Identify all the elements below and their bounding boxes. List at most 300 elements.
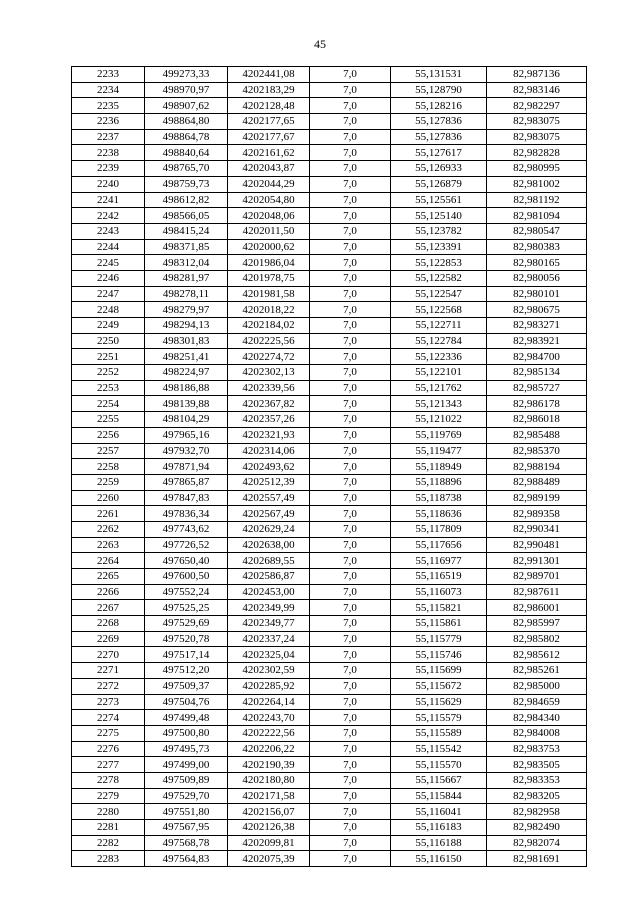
point-number-cell: 2246 (72, 270, 145, 286)
latitude-cell: 55,123782 (391, 223, 487, 239)
point-number-cell: 2244 (72, 239, 145, 255)
longitude-cell: 82,991301 (487, 553, 587, 569)
point-number-cell: 2272 (72, 678, 145, 694)
y-coordinate-cell: 4202274,72 (228, 349, 310, 365)
table-row (72, 584, 587, 600)
x-coordinate-cell: 498104,29 (145, 412, 228, 428)
y-coordinate-cell: 4202453,00 (228, 584, 310, 600)
y-coordinate-cell: 4202321,93 (228, 427, 310, 443)
x-coordinate-cell: 497847,83 (145, 490, 228, 506)
longitude-cell: 82,983921 (487, 333, 587, 349)
table-row (72, 537, 587, 553)
table-row (72, 396, 587, 412)
accuracy-cell: 7,0 (310, 553, 391, 569)
longitude-cell: 82,985370 (487, 443, 587, 459)
y-coordinate-cell: 4202054,80 (228, 192, 310, 208)
longitude-cell: 82,983505 (487, 757, 587, 773)
y-coordinate-cell: 4202586,87 (228, 569, 310, 585)
point-number-cell: 2260 (72, 490, 145, 506)
accuracy-cell: 7,0 (310, 396, 391, 412)
longitude-cell: 82,988489 (487, 474, 587, 490)
y-coordinate-cell: 4202264,14 (228, 694, 310, 710)
longitude-cell: 82,990481 (487, 537, 587, 553)
page-number: 45 (314, 37, 326, 51)
x-coordinate-cell: 498278,11 (145, 286, 228, 302)
y-coordinate-cell: 4202180,80 (228, 772, 310, 788)
table-row (72, 82, 587, 98)
latitude-cell: 55,121343 (391, 396, 487, 412)
point-number-cell: 2242 (72, 208, 145, 224)
x-coordinate-cell: 498840,64 (145, 145, 228, 161)
latitude-cell: 55,115579 (391, 710, 487, 726)
point-number-cell: 2269 (72, 631, 145, 647)
y-coordinate-cell: 4202357,26 (228, 412, 310, 428)
accuracy-cell: 7,0 (310, 569, 391, 585)
point-number-cell: 2239 (72, 161, 145, 177)
x-coordinate-cell: 497509,37 (145, 678, 228, 694)
accuracy-cell: 7,0 (310, 647, 391, 663)
table-row (72, 412, 587, 428)
accuracy-cell: 7,0 (310, 835, 391, 851)
accuracy-cell: 7,0 (310, 255, 391, 271)
accuracy-cell: 7,0 (310, 631, 391, 647)
y-coordinate-cell: 4202000,62 (228, 239, 310, 255)
latitude-cell: 55,116041 (391, 804, 487, 820)
point-number-cell: 2266 (72, 584, 145, 600)
accuracy-cell: 7,0 (310, 851, 391, 867)
point-number-cell: 2258 (72, 459, 145, 475)
point-number-cell: 2261 (72, 506, 145, 522)
x-coordinate-cell: 498415,24 (145, 223, 228, 239)
latitude-cell: 55,122568 (391, 302, 487, 318)
x-coordinate-cell: 497512,20 (145, 663, 228, 679)
table-row (72, 663, 587, 679)
y-coordinate-cell: 4202302,13 (228, 365, 310, 381)
table-row (72, 600, 587, 616)
longitude-cell: 82,985612 (487, 647, 587, 663)
longitude-cell: 82,987611 (487, 584, 587, 600)
x-coordinate-cell: 497871,94 (145, 459, 228, 475)
y-coordinate-cell: 4202011,50 (228, 223, 310, 239)
point-number-cell: 2257 (72, 443, 145, 459)
point-number-cell: 2273 (72, 694, 145, 710)
point-number-cell: 2240 (72, 176, 145, 192)
longitude-cell: 82,981094 (487, 208, 587, 224)
table-row (72, 223, 587, 239)
latitude-cell: 55,115779 (391, 631, 487, 647)
point-number-cell: 2282 (72, 835, 145, 851)
point-number-cell: 2270 (72, 647, 145, 663)
point-number-cell: 2250 (72, 333, 145, 349)
longitude-cell: 82,987136 (487, 67, 587, 83)
y-coordinate-cell: 4202044,29 (228, 176, 310, 192)
longitude-cell: 82,985261 (487, 663, 587, 679)
latitude-cell: 55,125561 (391, 192, 487, 208)
latitude-cell: 55,115821 (391, 600, 487, 616)
point-number-cell: 2262 (72, 521, 145, 537)
table-row (72, 694, 587, 710)
table-row (72, 270, 587, 286)
table-row (72, 129, 587, 145)
y-coordinate-cell: 4202184,02 (228, 318, 310, 334)
latitude-cell: 55,125140 (391, 208, 487, 224)
x-coordinate-cell: 497509,89 (145, 772, 228, 788)
table-row (72, 474, 587, 490)
longitude-cell: 82,981691 (487, 851, 587, 867)
accuracy-cell: 7,0 (310, 772, 391, 788)
point-number-cell: 2248 (72, 302, 145, 318)
accuracy-cell: 7,0 (310, 474, 391, 490)
table-row (72, 647, 587, 663)
point-number-cell: 2254 (72, 396, 145, 412)
longitude-cell: 82,983205 (487, 788, 587, 804)
point-number-cell: 2256 (72, 427, 145, 443)
accuracy-cell: 7,0 (310, 239, 391, 255)
latitude-cell: 55,131531 (391, 67, 487, 83)
table-row (72, 114, 587, 130)
longitude-cell: 82,984008 (487, 725, 587, 741)
y-coordinate-cell: 4202493,62 (228, 459, 310, 475)
longitude-cell: 82,982828 (487, 145, 587, 161)
x-coordinate-cell: 499273,33 (145, 67, 228, 83)
accuracy-cell: 7,0 (310, 161, 391, 177)
point-number-cell: 2236 (72, 114, 145, 130)
x-coordinate-cell: 498759,73 (145, 176, 228, 192)
table-row (72, 208, 587, 224)
accuracy-cell: 7,0 (310, 788, 391, 804)
y-coordinate-cell: 4202314,06 (228, 443, 310, 459)
x-coordinate-cell: 497965,16 (145, 427, 228, 443)
y-coordinate-cell: 4202177,65 (228, 114, 310, 130)
y-coordinate-cell: 4202183,29 (228, 82, 310, 98)
longitude-cell: 82,983146 (487, 82, 587, 98)
point-number-cell: 2235 (72, 98, 145, 114)
point-number-cell: 2247 (72, 286, 145, 302)
point-number-cell: 2251 (72, 349, 145, 365)
accuracy-cell: 7,0 (310, 757, 391, 773)
accuracy-cell: 7,0 (310, 537, 391, 553)
table-row (72, 710, 587, 726)
x-coordinate-cell: 498251,41 (145, 349, 228, 365)
y-coordinate-cell: 4202339,56 (228, 380, 310, 396)
latitude-cell: 55,117809 (391, 521, 487, 537)
accuracy-cell: 7,0 (310, 600, 391, 616)
latitude-cell: 55,122582 (391, 270, 487, 286)
latitude-cell: 55,126933 (391, 161, 487, 177)
accuracy-cell: 7,0 (310, 459, 391, 475)
x-coordinate-cell: 497932,70 (145, 443, 228, 459)
longitude-cell: 82,986018 (487, 412, 587, 428)
accuracy-cell: 7,0 (310, 380, 391, 396)
latitude-cell: 55,122336 (391, 349, 487, 365)
longitude-cell: 82,981002 (487, 176, 587, 192)
y-coordinate-cell: 4202512,39 (228, 474, 310, 490)
y-coordinate-cell: 4202018,22 (228, 302, 310, 318)
latitude-cell: 55,119477 (391, 443, 487, 459)
latitude-cell: 55,122711 (391, 318, 487, 334)
table-row (72, 333, 587, 349)
accuracy-cell: 7,0 (310, 145, 391, 161)
latitude-cell: 55,126879 (391, 176, 487, 192)
longitude-cell: 82,980995 (487, 161, 587, 177)
point-number-cell: 2259 (72, 474, 145, 490)
point-number-cell: 2280 (72, 804, 145, 820)
longitude-cell: 82,985802 (487, 631, 587, 647)
latitude-cell: 55,115672 (391, 678, 487, 694)
longitude-cell: 82,983753 (487, 741, 587, 757)
point-number-cell: 2265 (72, 569, 145, 585)
x-coordinate-cell: 497568,78 (145, 835, 228, 851)
latitude-cell: 55,119769 (391, 427, 487, 443)
longitude-cell: 82,983075 (487, 129, 587, 145)
y-coordinate-cell: 4202638,00 (228, 537, 310, 553)
accuracy-cell: 7,0 (310, 616, 391, 632)
y-coordinate-cell: 4202126,38 (228, 820, 310, 836)
latitude-cell: 55,116183 (391, 820, 487, 836)
longitude-cell: 82,984340 (487, 710, 587, 726)
y-coordinate-cell: 4202629,24 (228, 521, 310, 537)
table-row (72, 851, 587, 867)
y-coordinate-cell: 4202557,49 (228, 490, 310, 506)
point-number-cell: 2234 (72, 82, 145, 98)
accuracy-cell: 7,0 (310, 521, 391, 537)
latitude-cell: 55,115699 (391, 663, 487, 679)
table-row (72, 380, 587, 396)
y-coordinate-cell: 4202043,87 (228, 161, 310, 177)
y-coordinate-cell: 4202567,49 (228, 506, 310, 522)
y-coordinate-cell: 4202048,06 (228, 208, 310, 224)
longitude-cell: 82,990341 (487, 521, 587, 537)
latitude-cell: 55,122547 (391, 286, 487, 302)
coordinates-table-body (72, 67, 587, 867)
table-row (72, 490, 587, 506)
table-row (72, 631, 587, 647)
longitude-cell: 82,982297 (487, 98, 587, 114)
longitude-cell: 82,989701 (487, 569, 587, 585)
longitude-cell: 82,983353 (487, 772, 587, 788)
y-coordinate-cell: 4202225,56 (228, 333, 310, 349)
table-row (72, 741, 587, 757)
latitude-cell: 55,128790 (391, 82, 487, 98)
x-coordinate-cell: 498301,83 (145, 333, 228, 349)
longitude-cell: 82,980165 (487, 255, 587, 271)
longitude-cell: 82,981192 (487, 192, 587, 208)
accuracy-cell: 7,0 (310, 176, 391, 192)
accuracy-cell: 7,0 (310, 129, 391, 145)
x-coordinate-cell: 497517,14 (145, 647, 228, 663)
latitude-cell: 55,116977 (391, 553, 487, 569)
table-row (72, 255, 587, 271)
y-coordinate-cell: 4202206,22 (228, 741, 310, 757)
x-coordinate-cell: 497564,83 (145, 851, 228, 867)
table-row (72, 569, 587, 585)
longitude-cell: 82,985000 (487, 678, 587, 694)
table-row (72, 98, 587, 114)
x-coordinate-cell: 497525,25 (145, 600, 228, 616)
latitude-cell: 55,115667 (391, 772, 487, 788)
y-coordinate-cell: 4202337,24 (228, 631, 310, 647)
accuracy-cell: 7,0 (310, 584, 391, 600)
coordinates-table (71, 66, 587, 867)
table-row (72, 443, 587, 459)
latitude-cell: 55,118949 (391, 459, 487, 475)
accuracy-cell: 7,0 (310, 318, 391, 334)
y-coordinate-cell: 4202099,81 (228, 835, 310, 851)
table-row (72, 678, 587, 694)
table-row (72, 725, 587, 741)
longitude-cell: 82,980675 (487, 302, 587, 318)
x-coordinate-cell: 497865,87 (145, 474, 228, 490)
point-number-cell: 2237 (72, 129, 145, 145)
accuracy-cell: 7,0 (310, 725, 391, 741)
latitude-cell: 55,115570 (391, 757, 487, 773)
x-coordinate-cell: 497836,34 (145, 506, 228, 522)
latitude-cell: 55,115844 (391, 788, 487, 804)
y-coordinate-cell: 4201986,04 (228, 255, 310, 271)
accuracy-cell: 7,0 (310, 804, 391, 820)
x-coordinate-cell: 498765,70 (145, 161, 228, 177)
x-coordinate-cell: 498970,97 (145, 82, 228, 98)
x-coordinate-cell: 497499,00 (145, 757, 228, 773)
point-number-cell: 2252 (72, 365, 145, 381)
point-number-cell: 2253 (72, 380, 145, 396)
latitude-cell: 55,118738 (391, 490, 487, 506)
x-coordinate-cell: 498907,62 (145, 98, 228, 114)
accuracy-cell: 7,0 (310, 349, 391, 365)
point-number-cell: 2245 (72, 255, 145, 271)
y-coordinate-cell: 4202441,08 (228, 67, 310, 83)
y-coordinate-cell: 4202171,58 (228, 788, 310, 804)
table-row (72, 239, 587, 255)
point-number-cell: 2283 (72, 851, 145, 867)
longitude-cell: 82,983271 (487, 318, 587, 334)
longitude-cell: 82,982490 (487, 820, 587, 836)
x-coordinate-cell: 497529,70 (145, 788, 228, 804)
point-number-cell: 2233 (72, 67, 145, 83)
point-number-cell: 2275 (72, 725, 145, 741)
y-coordinate-cell: 4201978,75 (228, 270, 310, 286)
latitude-cell: 55,127836 (391, 114, 487, 130)
longitude-cell: 82,980056 (487, 270, 587, 286)
latitude-cell: 55,121022 (391, 412, 487, 428)
accuracy-cell: 7,0 (310, 192, 391, 208)
table-row (72, 459, 587, 475)
table-row (72, 176, 587, 192)
longitude-cell: 82,989358 (487, 506, 587, 522)
accuracy-cell: 7,0 (310, 663, 391, 679)
accuracy-cell: 7,0 (310, 365, 391, 381)
accuracy-cell: 7,0 (310, 286, 391, 302)
accuracy-cell: 7,0 (310, 694, 391, 710)
table-row (72, 318, 587, 334)
x-coordinate-cell: 497650,40 (145, 553, 228, 569)
y-coordinate-cell: 4202349,99 (228, 600, 310, 616)
table-row (72, 820, 587, 836)
table-row (72, 616, 587, 632)
longitude-cell: 82,988194 (487, 459, 587, 475)
latitude-cell: 55,128216 (391, 98, 487, 114)
latitude-cell: 55,116519 (391, 569, 487, 585)
accuracy-cell: 7,0 (310, 333, 391, 349)
longitude-cell: 82,986178 (487, 396, 587, 412)
x-coordinate-cell: 497600,50 (145, 569, 228, 585)
x-coordinate-cell: 498612,82 (145, 192, 228, 208)
accuracy-cell: 7,0 (310, 443, 391, 459)
longitude-cell: 82,985134 (487, 365, 587, 381)
x-coordinate-cell: 498186,88 (145, 380, 228, 396)
table-row (72, 788, 587, 804)
table-row (72, 835, 587, 851)
table-row (72, 286, 587, 302)
longitude-cell: 82,985997 (487, 616, 587, 632)
longitude-cell: 82,984700 (487, 349, 587, 365)
longitude-cell: 82,985727 (487, 380, 587, 396)
accuracy-cell: 7,0 (310, 82, 391, 98)
x-coordinate-cell: 498312,04 (145, 255, 228, 271)
latitude-cell: 55,116188 (391, 835, 487, 851)
x-coordinate-cell: 497504,76 (145, 694, 228, 710)
accuracy-cell: 7,0 (310, 208, 391, 224)
y-coordinate-cell: 4202177,67 (228, 129, 310, 145)
longitude-cell: 82,980383 (487, 239, 587, 255)
x-coordinate-cell: 498371,85 (145, 239, 228, 255)
accuracy-cell: 7,0 (310, 302, 391, 318)
accuracy-cell: 7,0 (310, 67, 391, 83)
longitude-cell: 82,986001 (487, 600, 587, 616)
x-coordinate-cell: 497529,69 (145, 616, 228, 632)
table-row (72, 349, 587, 365)
accuracy-cell: 7,0 (310, 223, 391, 239)
x-coordinate-cell: 498864,80 (145, 114, 228, 130)
accuracy-cell: 7,0 (310, 678, 391, 694)
x-coordinate-cell: 498281,97 (145, 270, 228, 286)
latitude-cell: 55,118896 (391, 474, 487, 490)
table-row (72, 67, 587, 83)
accuracy-cell: 7,0 (310, 710, 391, 726)
latitude-cell: 55,115542 (391, 741, 487, 757)
table-row (72, 161, 587, 177)
table-row (72, 772, 587, 788)
point-number-cell: 2263 (72, 537, 145, 553)
latitude-cell: 55,118636 (391, 506, 487, 522)
latitude-cell: 55,116073 (391, 584, 487, 600)
point-number-cell: 2243 (72, 223, 145, 239)
accuracy-cell: 7,0 (310, 490, 391, 506)
table-row (72, 757, 587, 773)
accuracy-cell: 7,0 (310, 270, 391, 286)
table-row (72, 427, 587, 443)
x-coordinate-cell: 497495,73 (145, 741, 228, 757)
latitude-cell: 55,117656 (391, 537, 487, 553)
table-row (72, 521, 587, 537)
point-number-cell: 2274 (72, 710, 145, 726)
latitude-cell: 55,122784 (391, 333, 487, 349)
table-row (72, 145, 587, 161)
latitude-cell: 55,115589 (391, 725, 487, 741)
x-coordinate-cell: 497500,80 (145, 725, 228, 741)
table-row (72, 506, 587, 522)
y-coordinate-cell: 4202325,04 (228, 647, 310, 663)
longitude-cell: 82,980101 (487, 286, 587, 302)
point-number-cell: 2267 (72, 600, 145, 616)
x-coordinate-cell: 498566,05 (145, 208, 228, 224)
point-number-cell: 2279 (72, 788, 145, 804)
x-coordinate-cell: 498279,97 (145, 302, 228, 318)
point-number-cell: 2268 (72, 616, 145, 632)
x-coordinate-cell: 497726,52 (145, 537, 228, 553)
y-coordinate-cell: 4202161,62 (228, 145, 310, 161)
table-row (72, 365, 587, 381)
